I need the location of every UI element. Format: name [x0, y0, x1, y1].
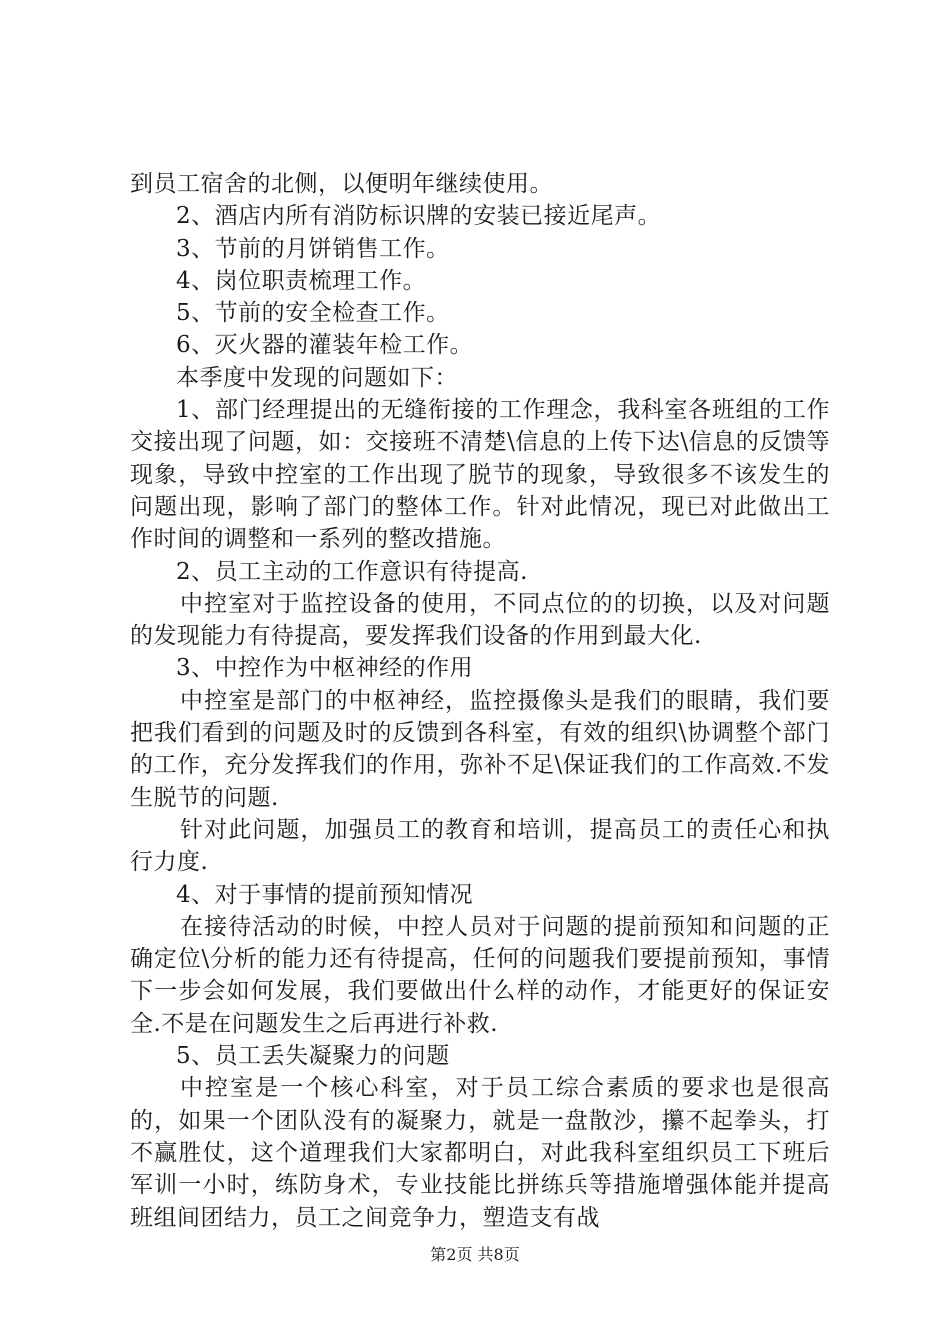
paragraph: 3、中控作为中枢神经的作用 — [176, 655, 474, 682]
paragraph: 本季度中发现的问题如下： — [176, 364, 458, 391]
document-body — [130, 168, 830, 1234]
paragraph: 6、灭火器的灌装年检工作。 — [176, 332, 474, 359]
paragraph: 2、员工主动的工作意识有待提高. — [176, 558, 528, 585]
paragraph: 在接待活动的时候，中控人员对于问题的提前预知和问题的正确定位\分析的能力还有待提高，任何的问题我们要提前预知，事情下一步会如何发展，我们要做出什么样的动作，才能更好的保证安全.不是在问题发生之后再进行补救. — [130, 913, 830, 1037]
paragraph: 中控室对于监控设备的使用，不同点位的的切换，以及对问题的发现能力有待提高，要发挥我们设备的作用到最大化. — [130, 590, 830, 650]
paragraph: 5、节前的安全检查工作。 — [176, 300, 450, 327]
paragraph: 4、岗位职责梳理工作。 — [176, 267, 427, 294]
paragraph: 4、对于事情的提前预知情况 — [176, 881, 474, 908]
paragraph: 中控室是一个核心科室，对于员工综合素质的要求也是很高的，如果一个团队没有的凝聚力，就是一盘散沙，攥不起拳头，打不赢胜仗，这个道理我们大家都明白，对此我科室组织员工下班后军训一小时，练防身术，专业技能比拼练兵等措施增强体能并提高班组间团结力，员工之间竞争力，塑造支有战 — [130, 1075, 830, 1231]
paragraph: 到员工宿舍的北侧，以便明年继续使用。 — [130, 171, 553, 197]
paragraph: 3、节前的月饼销售工作。 — [176, 235, 450, 262]
paragraph: 中控室是部门的中枢神经，监控摄像头是我们的眼睛，我们要把我们看到的问题及时的反馈到各科室，有效的组织\协调整个部门的工作，充分发挥我们的作用，弥补不足\保证我们的工作高效.不发生脱节的问题. — [130, 687, 830, 811]
page-footer — [0, 1242, 950, 1265]
paragraph: 2、酒店内所有消防标识牌的安装已接近尾声。 — [176, 203, 662, 230]
paragraph: 1、部门经理提出的无缝衔接的工作理念，我科室各班组的工作交接出现了问题，如：交接班不清楚\信息的上传下达\信息的反馈等现象，导致中控室的工作出现了脱节的现象，导致很多不该发生的问题出现，影响了部门的整体工作。针对此情况，现已对此做出工作时间的调整和一系列的整改措施。 — [130, 397, 830, 553]
paragraph: 5、员工丢失凝聚力的问题 — [176, 1043, 450, 1070]
page-number-label: 第2页 共8页 — [430, 1245, 520, 1264]
paragraph: 针对此问题，加强员工的教育和培训，提高员工的责任心和执行力度. — [130, 816, 830, 876]
